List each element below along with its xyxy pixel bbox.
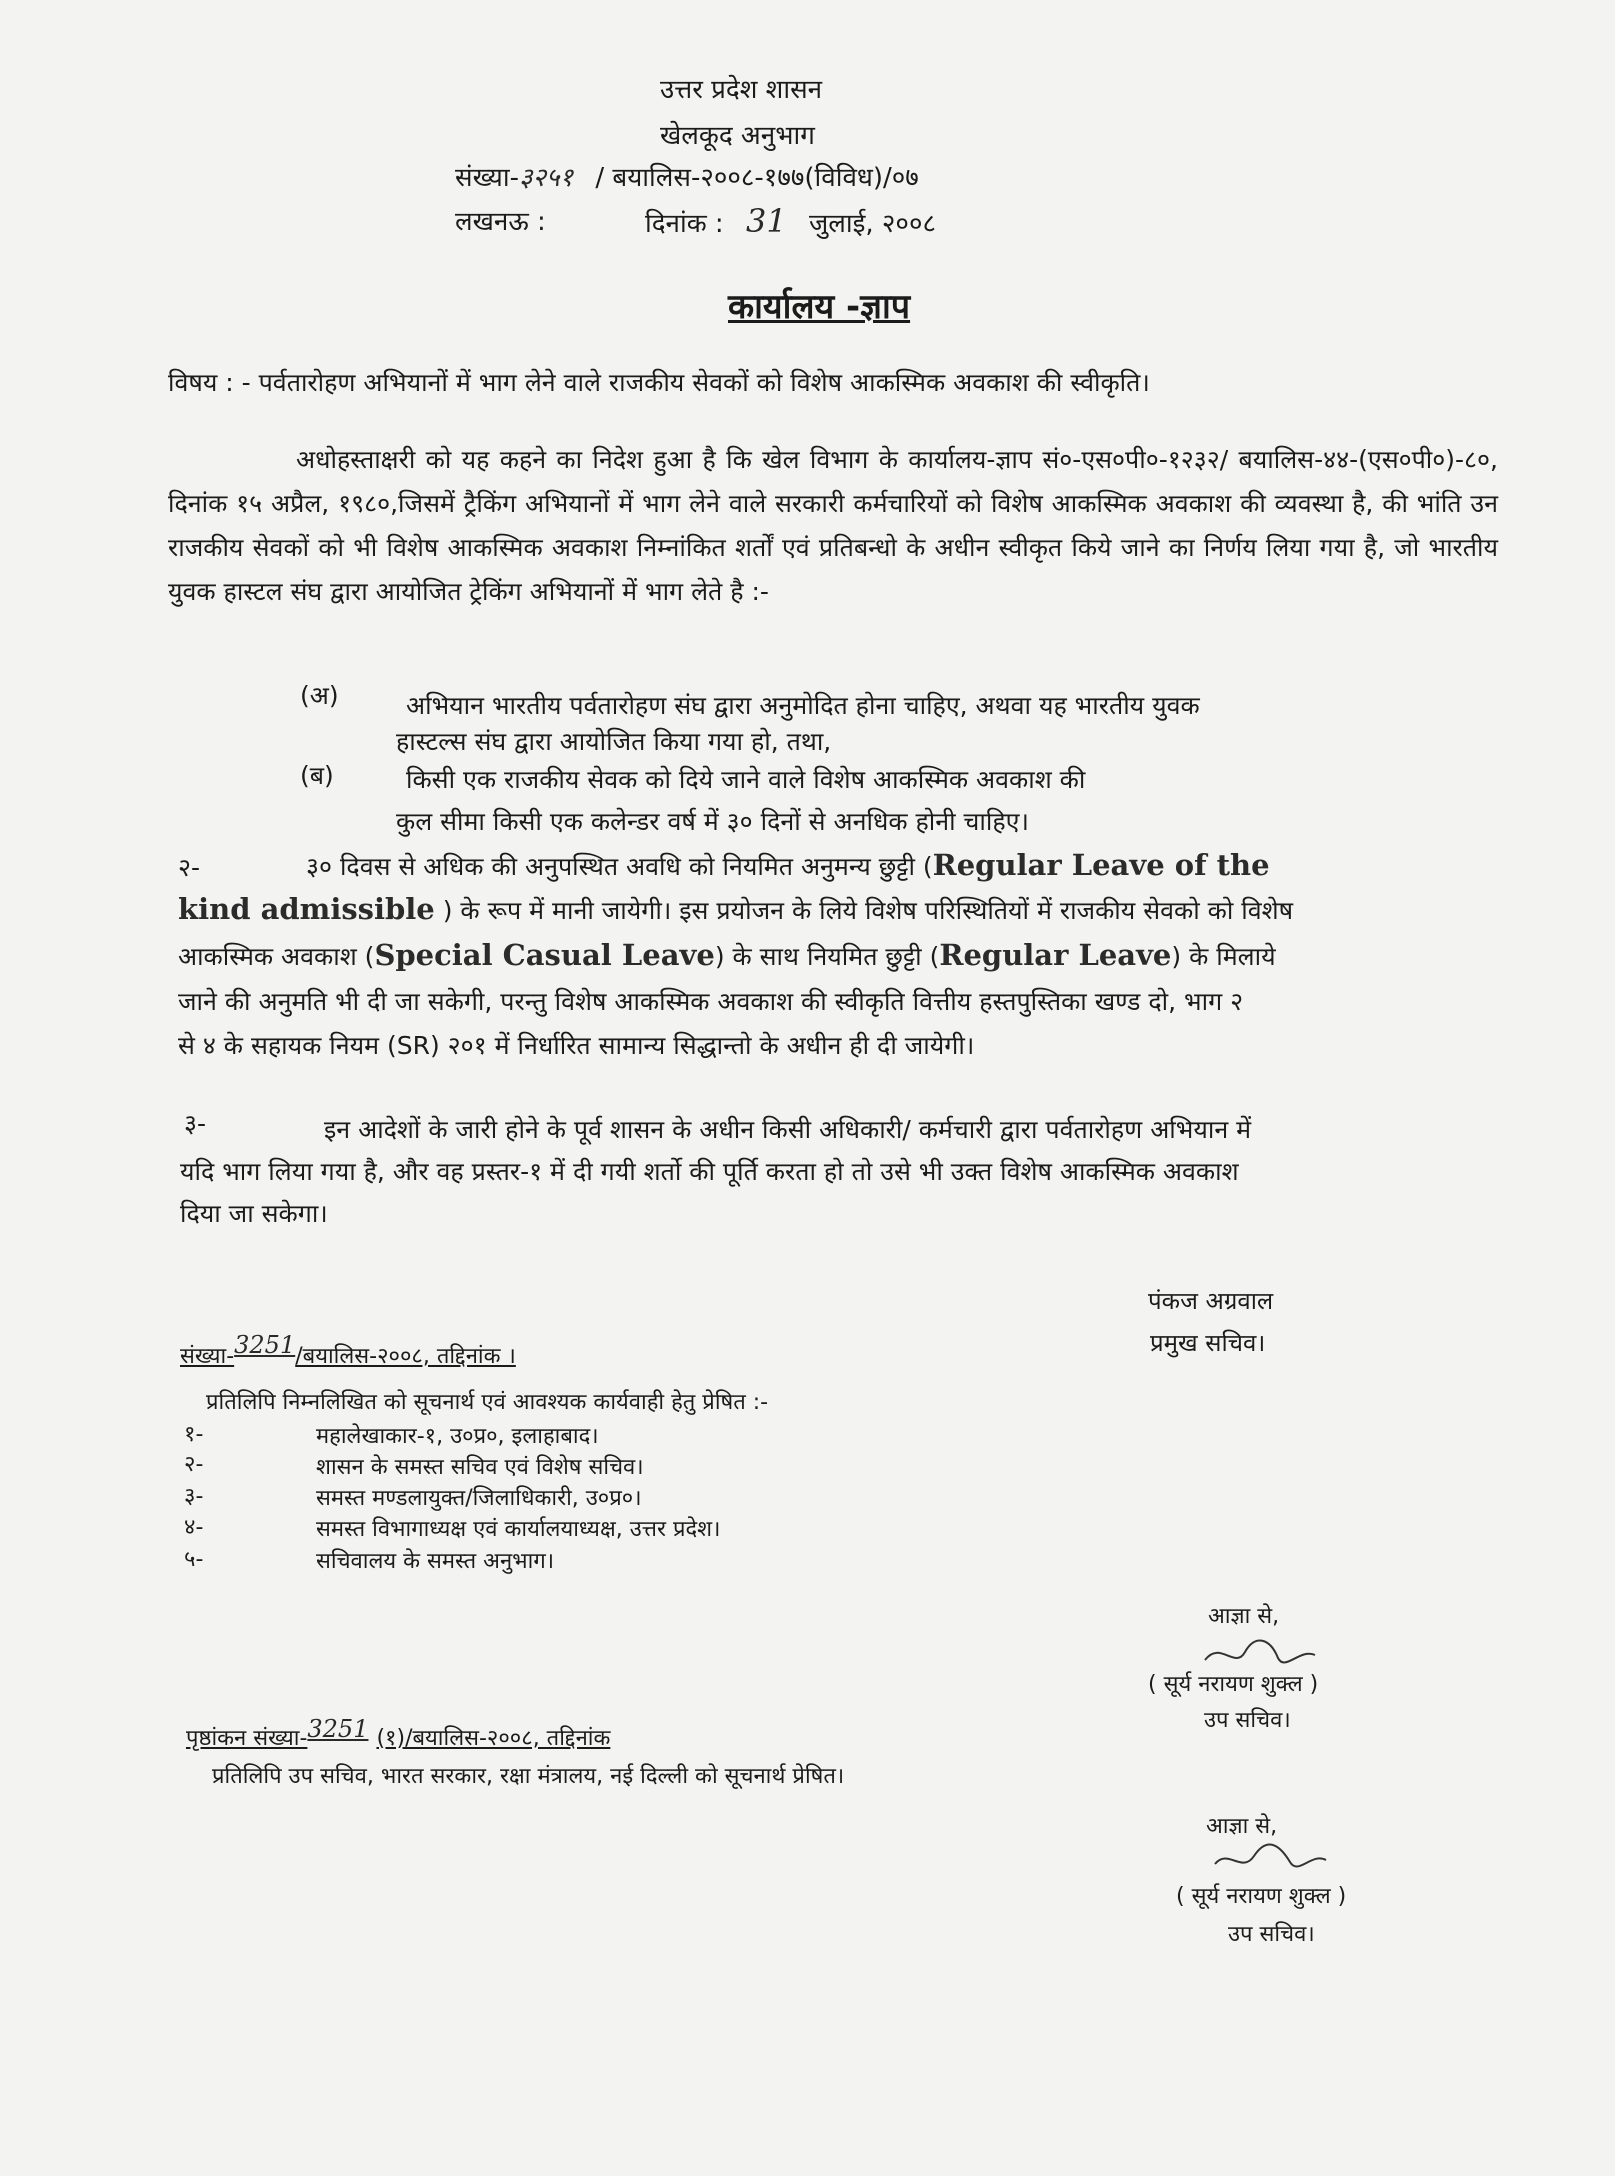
p2-l3-english-2: Regular Leave [939,938,1172,972]
paragraph-2-number: २- [178,853,201,882]
p2-l3-text-b: ) के साथ नियमित छुट्टी ( [714,942,940,971]
paragraph-1: अधोहस्ताक्षरी को यह कहने का निदेश हुआ है कि खेल विभाग के कार्यालय-ज्ञाप सं०-एस०पी०-१२३२/ बयालिस-४४-(एस०पी०)-८०, दिनांक १५ अप्रैल, १९८०,जिसमें ट्रैकिंग अभियानों में भाग लेने वाले सरकारी कर्मचारियों को विशेष आकस्मिक अवकाश की व्यवस्था है, की भांति उन राजकीय सेवकों को भी विशेष आकस्मिक अवकाश निम्नांकित शर्तों एवं प्रतिबन्धो के अधीन स्वीकृत किये जाने का निर्णय लिया गया है, जो भारतीय युवक हास्टल संघ द्वारा आयोजित ट्रेकिंग अभियानों में भाग लेते है :- [168,445,1498,606]
copy2-reference [186,1715,611,1752]
paragraph-2-line5: से ४ के सहायक नियम (SR) २०१ में निर्धारित सामान्य सिद्धान्तो के अधीन ही दी जायेगी। [178,1031,975,1060]
p2-l3-text-a: आकस्मिक अवकाश ( [178,942,375,971]
copy1-ref-handwritten: 3251 [234,1331,296,1359]
order2-designation: उप सचिव। [1228,1922,1315,1947]
condition-b-mark: (ब) [300,761,334,790]
copy2-ref-prefix: पृष्ठांकन संख्या- [186,1726,308,1751]
ref-handwritten: ३२५१ [518,163,574,193]
copy1-ref-rest: /बयालिस-२००८, तद्दिनांक । [295,1344,516,1369]
copy2-ref-rest: (१)/बयालिस-२००८, तद्दिनांक [376,1726,611,1751]
reference-number [455,158,919,194]
order1-name: ( सूर्य नरायण शुक्ल ) [1148,1672,1319,1697]
copy2-ref-handwritten: 3251 [307,1715,369,1743]
signatory-designation: प्रमुख सचिव। [1150,1329,1266,1357]
order1-designation: उप सचिव। [1204,1708,1291,1733]
paragraph-2-line1 [306,848,1270,883]
paragraph-3-number: ३- [184,1109,207,1138]
document-title: कार्यालय -ज्ञाप [728,287,911,327]
p2-l1-english: Regular Leave of the [932,848,1270,882]
paragraph-2-line3 [178,938,1276,973]
date-handwritten: 31 [745,202,787,240]
date-label: दिनांक : [645,209,724,239]
order2-by: आज्ञा से, [1206,1814,1278,1839]
paragraph-2-line2 [178,892,1293,927]
p2-l1-text: ३० दिवस से अधिक की अनुपस्थित अवधि को नियमित अनुमन्य छुट्टी ( [306,852,933,881]
condition-b-line2: कुल सीमा किसी एक कलेन्डर वर्ष में ३० दिनों से अनधिक होनी चाहिए। [396,807,1029,836]
paragraph-3-line3: दिया जा सकेगा। [180,1199,328,1228]
copy1-item-text: समस्त मण्डलायुक्त/जिलाधिकारी, उ०प्र०। [316,1486,642,1511]
copy1-item-num: ५- [184,1547,204,1572]
copy1-item-num: १- [184,1422,204,1447]
copy1-item-text: सचिवालय के समस्त अनुभाग। [316,1549,555,1574]
signatory-name: पंकज अग्रवाल [1148,1287,1274,1315]
ref-prefix: संख्या- [455,163,519,193]
copy1-ref-prefix: संख्या- [180,1344,235,1369]
paragraph-3-line2: यदि भाग लिया गया है, और वह प्रस्तर-१ में दी गयी शर्तो की पूर्ति करता हो तो उसे भी उक्त विशेष आकस्मिक अवकाश [180,1157,1239,1186]
copy1-item-text: समस्त विभागाध्यक्ष एवं कार्यालयाध्यक्ष, उत्तर प्रदेश। [316,1517,721,1542]
ref-rest: / बयालिस-२००८-१७७(विविध)/०७ [595,163,919,193]
copy2-text: प्रतिलिपि उप सचिव, भारत सरकार, रक्षा मंत्रालय, नई दिल्ली को सूचनार्थ प्रेषित। [212,1764,845,1789]
condition-a-line1: अभियान भारतीय पर्वतारोहण संघ द्वारा अनुमोदित होना चाहिए, अथवा यह भारतीय युवक [406,691,1200,720]
p2-l2-text: ) के रूप में मानी जायेगी। इस प्रयोजन के लिये विशेष परिस्थितियों में राजकीय सेवको को विशेष [442,896,1294,925]
copy1-item-num: २- [184,1452,204,1477]
condition-a-line2: हास्टल्स संघ द्वारा आयोजित किया गया हो, तथा, [396,727,832,756]
city-label: लखनऊ : [455,207,546,237]
date-rest: जुलाई, २००८ [808,209,936,239]
p2-l3-english-1: Special Casual Leave [374,938,715,972]
copy1-item-text: शासन के समस्त सचिव एवं विशेष सचिव। [316,1455,644,1480]
paragraph-2-line4: जाने की अनुमति भी दी जा सकेगी, परन्तु विशेष आकस्मिक अवकाश की स्वीकृति वित्तीय हस्तपुस्तिका खण्ड दो, भाग २ [178,987,1244,1016]
order2-name: ( सूर्य नरायण शुक्ल ) [1176,1884,1347,1909]
paragraph-3-line1: इन आदेशों के जारी होने के पूर्व शासन के अधीन किसी अधिकारी/ कर्मचारी द्वारा पर्वतारोहण अभियान में [324,1115,1252,1144]
date-line [645,202,936,240]
p2-l3-text-c: ) के मिलाये [1171,942,1276,971]
copy1-intro: प्रतिलिपि निम्नलिखित को सूचनार्थ एवं आवश्यक कार्यवाही हेतु प्रेषित :- [206,1390,769,1415]
signature-2 [1210,1836,1330,1886]
p2-l2-english: kind admissible [178,892,435,926]
copy1-item-num: ४- [184,1515,204,1540]
section-name: खेलकूद अनुभाग [660,121,815,151]
copy1-item-text: महालेखाकार-१, उ०प्र०, इलाहाबाद। [316,1424,599,1449]
copy1-reference [180,1331,516,1370]
copy1-item-num: ३- [184,1484,204,1509]
order1-by: आज्ञा से, [1208,1604,1280,1629]
condition-b-line1: किसी एक राजकीय सेवक को दिये जाने वाले विशेष आकस्मिक अवकाश की [406,765,1086,794]
government-name: उत्तर प्रदेश शासन [660,75,823,105]
subject-line: विषय : - पर्वतारोहण अभियानों में भाग लेने वाले राजकीय सेवकों को विशेष आकस्मिक अवकाश की स्वीकृति। [168,368,1150,397]
condition-a-mark: (अ) [300,681,339,710]
